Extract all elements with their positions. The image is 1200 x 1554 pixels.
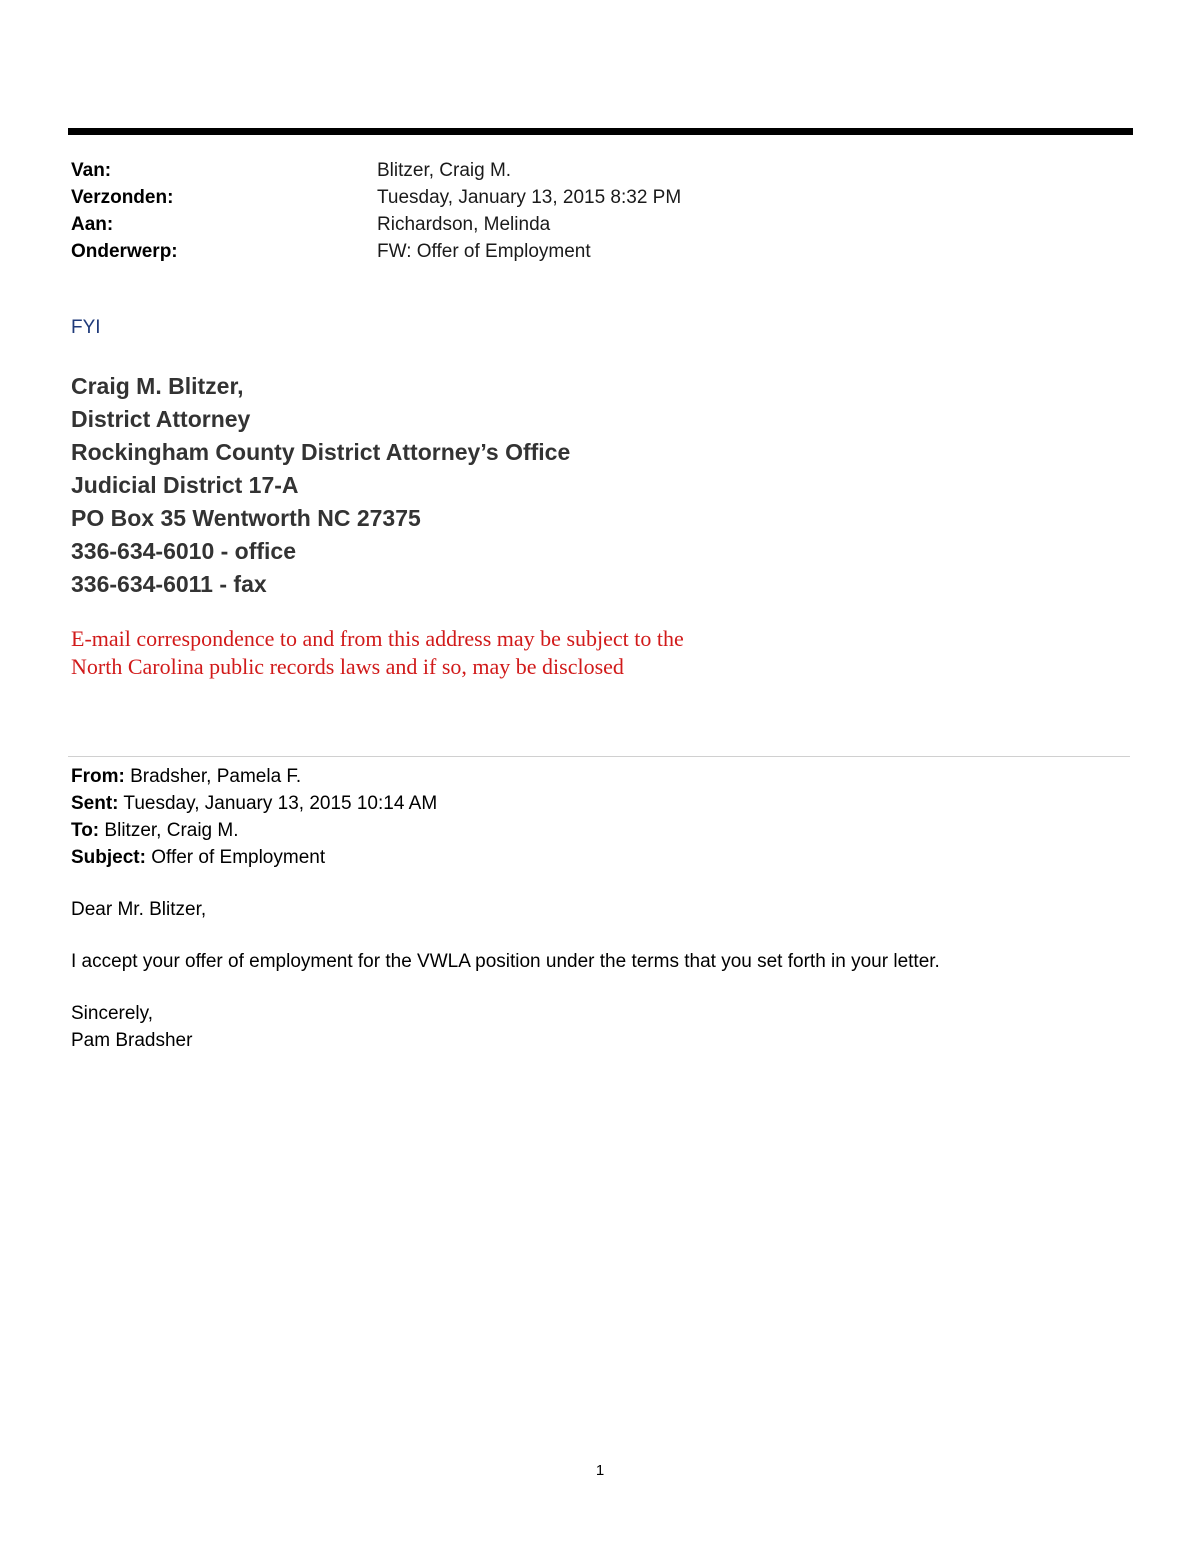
- body-greeting: Dear Mr. Blitzer,: [71, 899, 207, 920]
- header-row-from: [71, 157, 871, 184]
- forwarded-header: [71, 763, 437, 871]
- fyi-note: FYI: [71, 317, 101, 338]
- field-value: Tuesday, January 13, 2015 10:14 AM: [118, 793, 438, 814]
- page-number: 1: [595, 1462, 605, 1479]
- email-signature: [71, 370, 570, 601]
- field-label: Sent:: [71, 793, 119, 814]
- forwarded-from: [71, 763, 437, 790]
- header-row-to: [71, 211, 871, 238]
- email-header: [71, 157, 871, 265]
- forwarded-sent: [71, 790, 437, 817]
- signature-fax: 336-634-6011 - fax: [71, 571, 267, 597]
- header-value: Blitzer, Craig M.: [377, 160, 512, 181]
- field-value: Blitzer, Craig M.: [99, 820, 239, 841]
- forward-divider: [68, 756, 1130, 757]
- public-records-disclaimer: [71, 625, 684, 681]
- header-label: Verzonden:: [71, 187, 174, 208]
- field-label: Subject:: [71, 847, 146, 868]
- forwarded-to: [71, 817, 437, 844]
- header-label: Aan:: [71, 214, 114, 235]
- signature-phone: 336-634-6010 - office: [71, 538, 297, 564]
- header-row-sent: [71, 184, 871, 211]
- disclaimer-line: E-mail correspondence to and from this address may be subject to the: [71, 626, 684, 651]
- header-row-subject: [71, 238, 871, 265]
- field-value: Bradsher, Pamela F.: [124, 766, 302, 787]
- body-message: I accept your offer of employment for the VWLA position under the terms that you set forth in your letter.: [71, 951, 940, 972]
- field-value: Offer of Employment: [145, 847, 326, 868]
- signature-address: PO Box 35 Wentworth NC 27375: [71, 505, 421, 531]
- signature-title: District Attorney: [71, 406, 251, 432]
- field-label: From:: [71, 766, 125, 787]
- header-value: FW: Offer of Employment: [377, 241, 591, 262]
- header-label: Van:: [71, 160, 112, 181]
- header-label: Onderwerp:: [71, 241, 178, 262]
- forwarded-subject: [71, 844, 437, 871]
- top-divider: [68, 128, 1133, 135]
- header-value: Tuesday, January 13, 2015 8:32 PM: [377, 187, 682, 208]
- body-sender-name: Pam Bradsher: [71, 1030, 193, 1051]
- disclaimer-line: North Carolina public records laws and if so, may be disclosed: [71, 654, 624, 679]
- body-closing: Sincerely,: [71, 1003, 154, 1024]
- signature-office: Rockingham County District Attorney’s Office: [71, 439, 571, 465]
- signature-name: Craig M. Blitzer,: [71, 373, 244, 399]
- field-label: To:: [71, 820, 100, 841]
- signature-district: Judicial District 17-A: [71, 472, 299, 498]
- header-value: Richardson, Melinda: [377, 214, 551, 235]
